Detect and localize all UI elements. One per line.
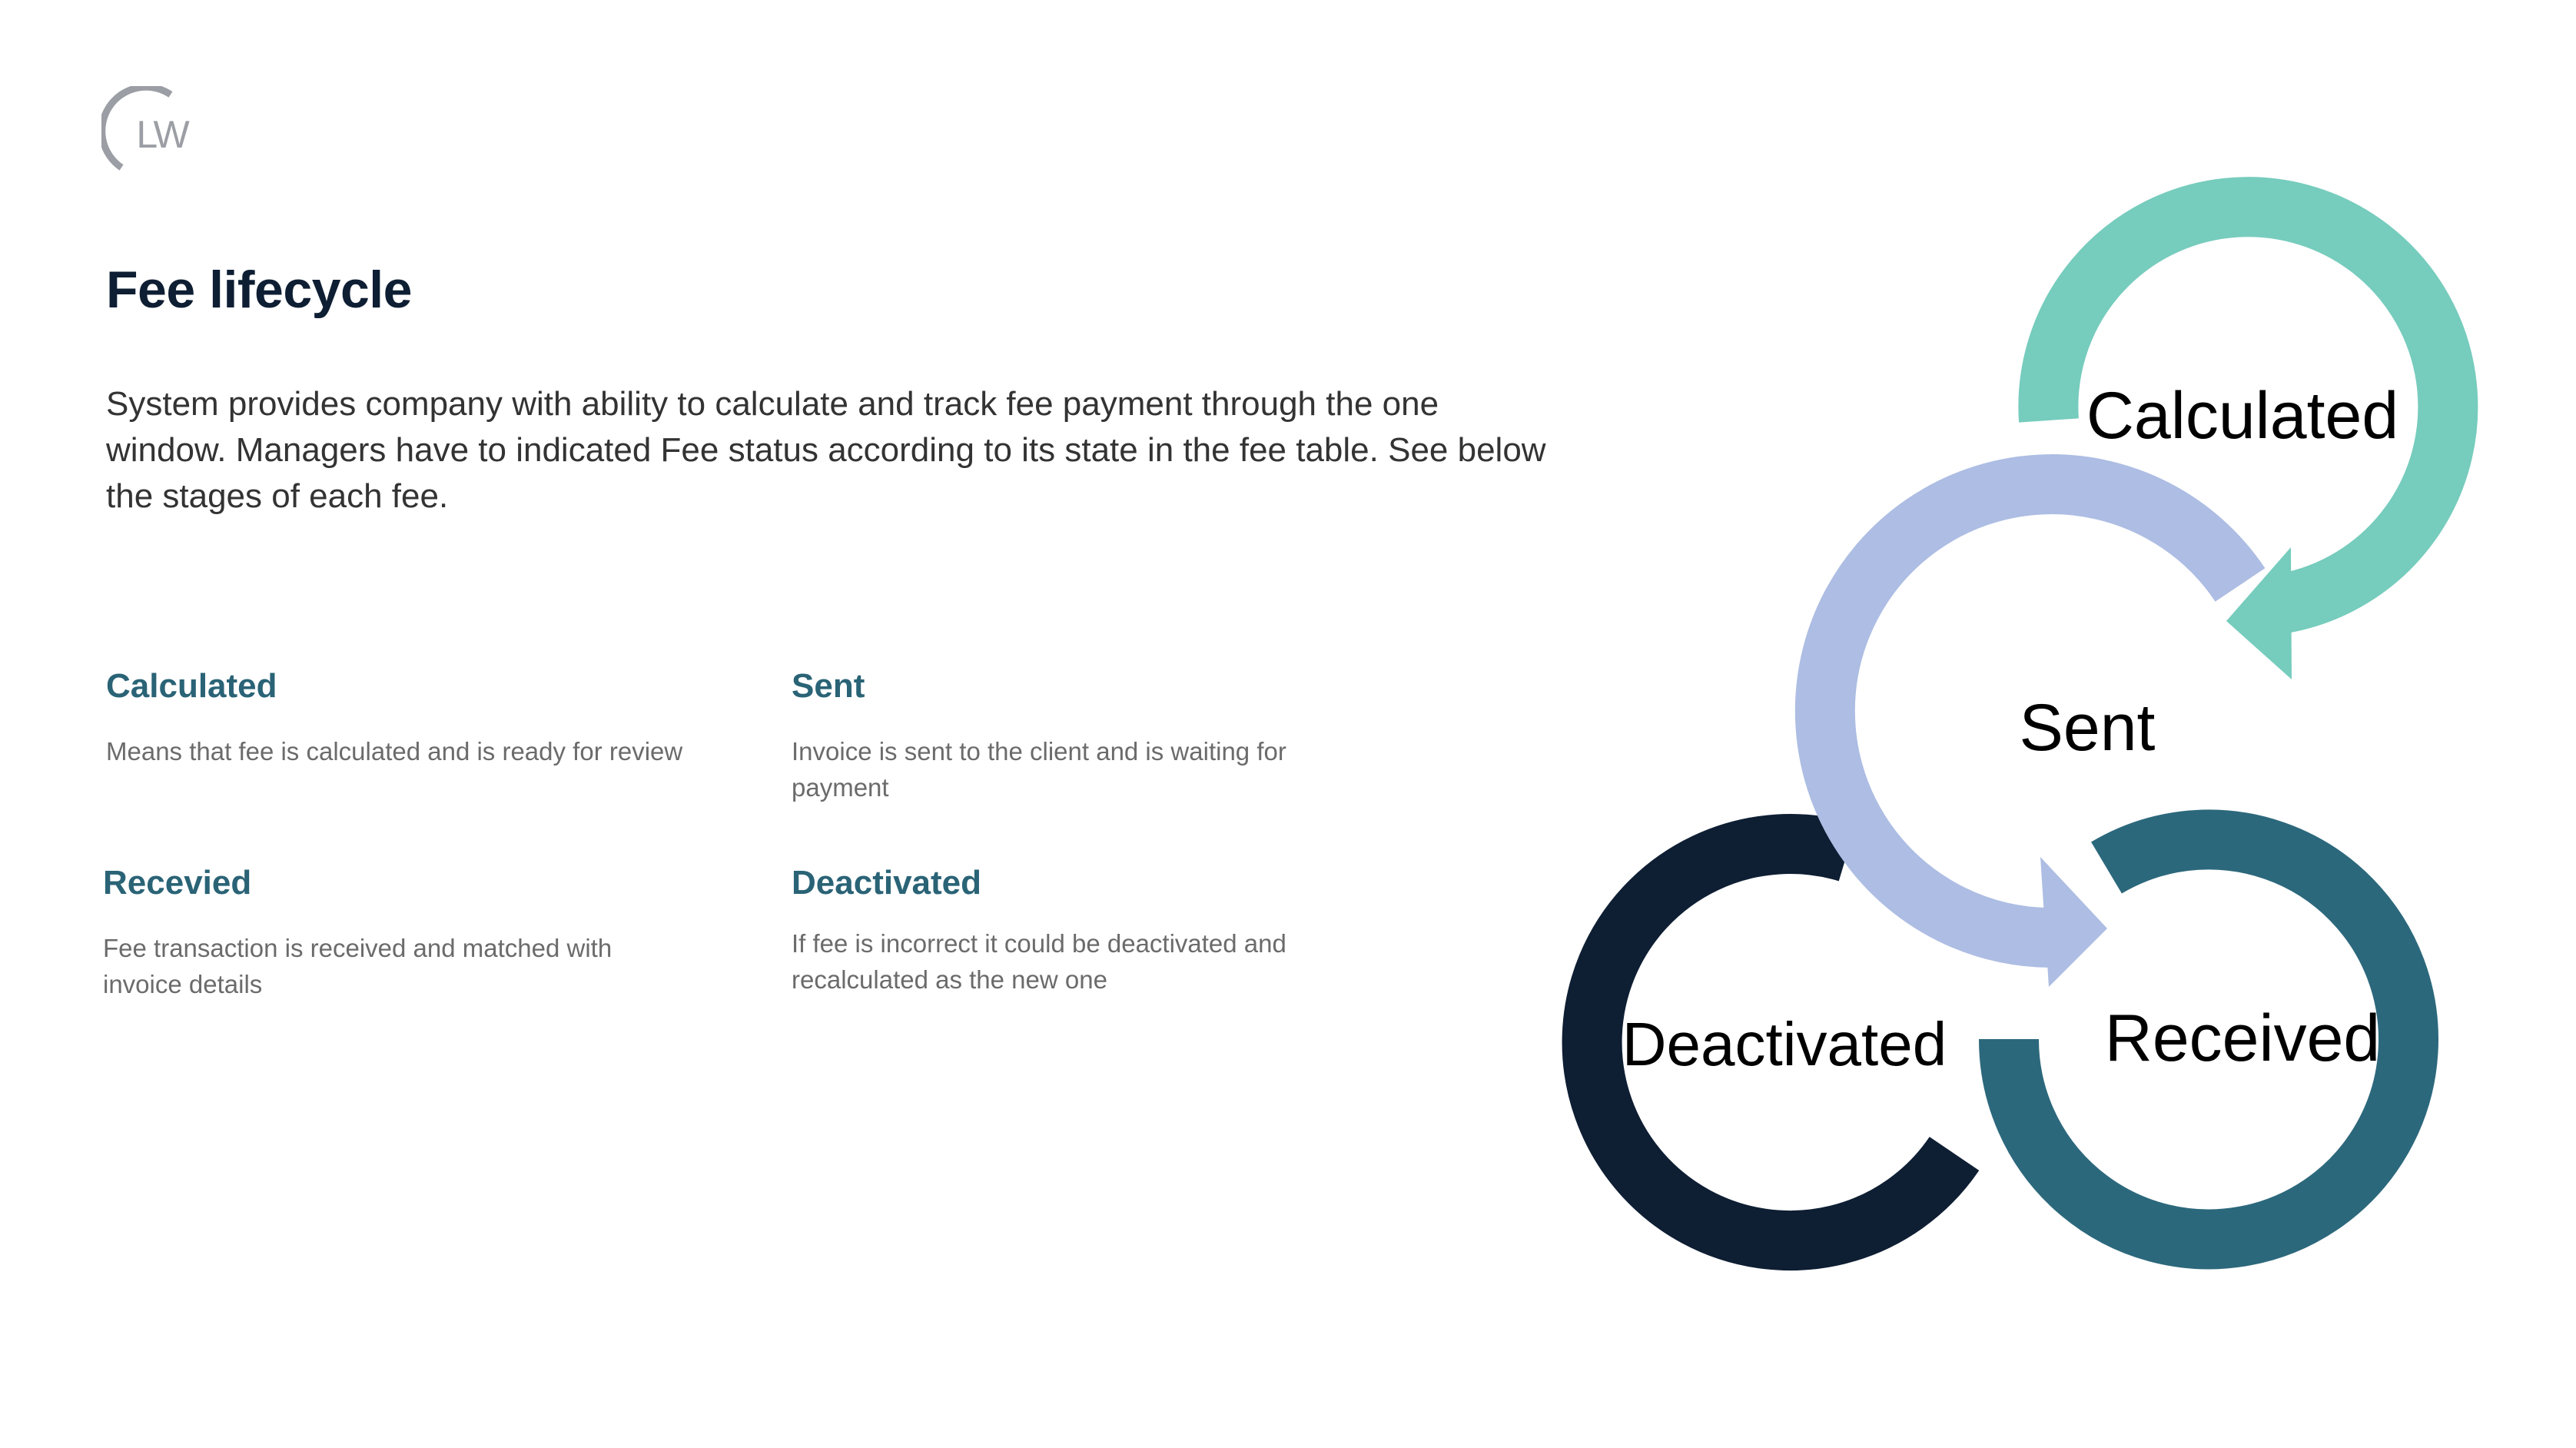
- node-label-sent: Sent: [2019, 691, 2156, 765]
- node-label-calculated: Calculated: [2086, 379, 2399, 453]
- stage-title-sent: Sent: [792, 667, 865, 705]
- stage-description-calculated: Means that fee is calculated and is ready for review: [106, 737, 683, 766]
- node-label-deactivated: Deactivated: [1622, 1010, 1947, 1078]
- stage-description-deactivated: If fee is incorrect it could be deactivated and recalculated as the new one: [792, 929, 1286, 994]
- node-label-received: Received: [2104, 1001, 2381, 1075]
- logo-text: LW: [136, 113, 188, 156]
- stage-description-received: Fee transaction is received and matched with invoice details: [103, 934, 612, 998]
- stage-title-received: Recevied: [103, 864, 252, 902]
- stage-title-calculated: Calculated: [106, 667, 277, 705]
- page-title: Fee lifecycle: [106, 261, 412, 319]
- sent-arrowhead: [2040, 857, 2107, 987]
- intro-text: System provides company with ability to calculate and track fee payment through the one window. Managers have to indicated Fee status according to its state in the fee table. See below the stages of each fee.: [106, 385, 1546, 515]
- stage-description-sent: Invoice is sent to the client and is waiting for payment: [792, 737, 1286, 802]
- stage-title-deactivated: Deactivated: [792, 864, 982, 902]
